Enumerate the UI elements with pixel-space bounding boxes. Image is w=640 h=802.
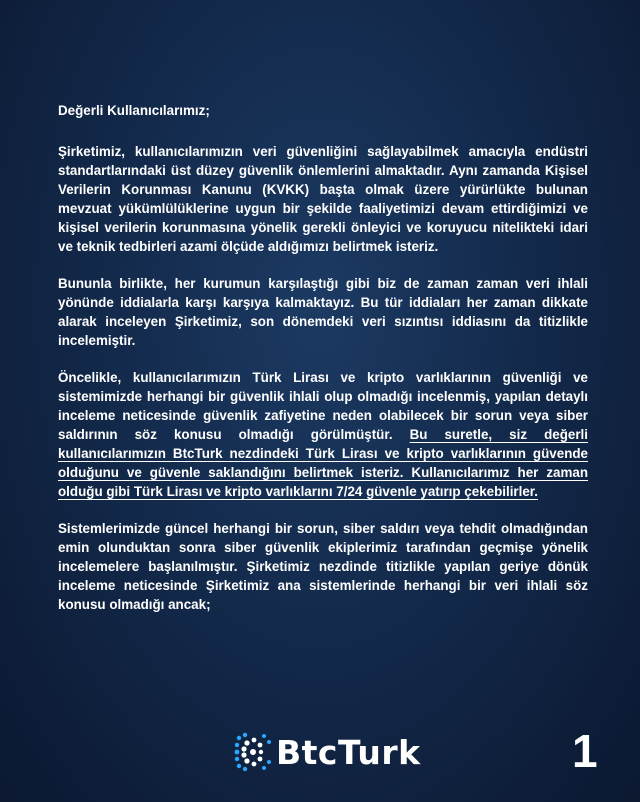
paragraph-2: Bununla birlikte, her kurumun karşılaştığı gibi biz de zaman zaman veri ihlali yönünde iddialarla karşı karşıya kalmaktayız. Bu tür iddiaları her zaman dikkate alarak inceleyen Şirketimiz, son dönemdeki veri sızıntısı iddiasını da titizlikle incelemiştir. xyxy=(58,276,588,348)
paragraph-3-text: Öncelikle, kullanıcılarımızın Türk Lirası ve kripto varlıklarının güvenliği ve sistemimizde herhangi bir güvenlik ihlali olup olmadığı incelenmiş, yapılan detaylı inceleme neticesinde güvenlik zafiyetine neden olabilecek bir sorun veya siber saldırının söz konusu olmadığı görülmüştür. xyxy=(58,370,588,442)
btcturk-logo-icon xyxy=(234,732,272,772)
btcturk-logo xyxy=(234,732,421,772)
greeting: Değerli Kullanıcılarımız; xyxy=(58,103,210,118)
logo-text: BtcTurk xyxy=(276,732,421,772)
paragraph-3 xyxy=(58,368,588,501)
document-body xyxy=(58,101,588,632)
paragraph-1: Şirketimiz, kullanıcılarımızın veri güvenliğini sağlayabilmek amacıyla endüstri standartlarındaki üst düzey güvenlik önlemlerini almaktadır. Aynı zamanda Kişisel Verilerin Korunması Kanunu (KVKK) başta olmak üzere yürürlükte bulunan mevzuat yükümlülüklerine uygun bir şekilde faaliyetimizi devam ettirdiğimizi ve kişisel verilerin korunmasına yönelik gerekli önleyici ve koruyucu nitelikteki idari ve teknik tedbirleri azami ölçüde aldığımızı belirtmek isteriz. xyxy=(58,144,588,254)
paragraph-4: Sistemlerimizde güncel herhangi bir sorun, siber saldırı veya tehdit olmadığından emin olunduktan sonra siber güvenlik ekiplerimiz tarafından geçmişe yönelik incelemelere başlanılmıştır. Şirketimiz nezdinde titizlikle yapılan geriye dönük inceleme neticesinde Şirketimiz ana sistemlerinde herhangi bir veri ihlali söz konusu olmadığı ancak; xyxy=(58,521,588,612)
page-number: 1 xyxy=(572,725,598,777)
paragraph-3-underlined-text: Bu suretle, siz değerli kullanıcılarımızın BtcTurk nezdindeki Türk Lirası ve kripto varlıklarının güvende olduğunu ve güvenle saklandığını belirtmek isteriz. Kullanıcılarımız her zaman olduğu gibi Türk Lirası ve kripto varlıklarını 7/24 güvenle yatırıp çekebilirler. xyxy=(58,427,588,499)
footer xyxy=(0,722,640,782)
